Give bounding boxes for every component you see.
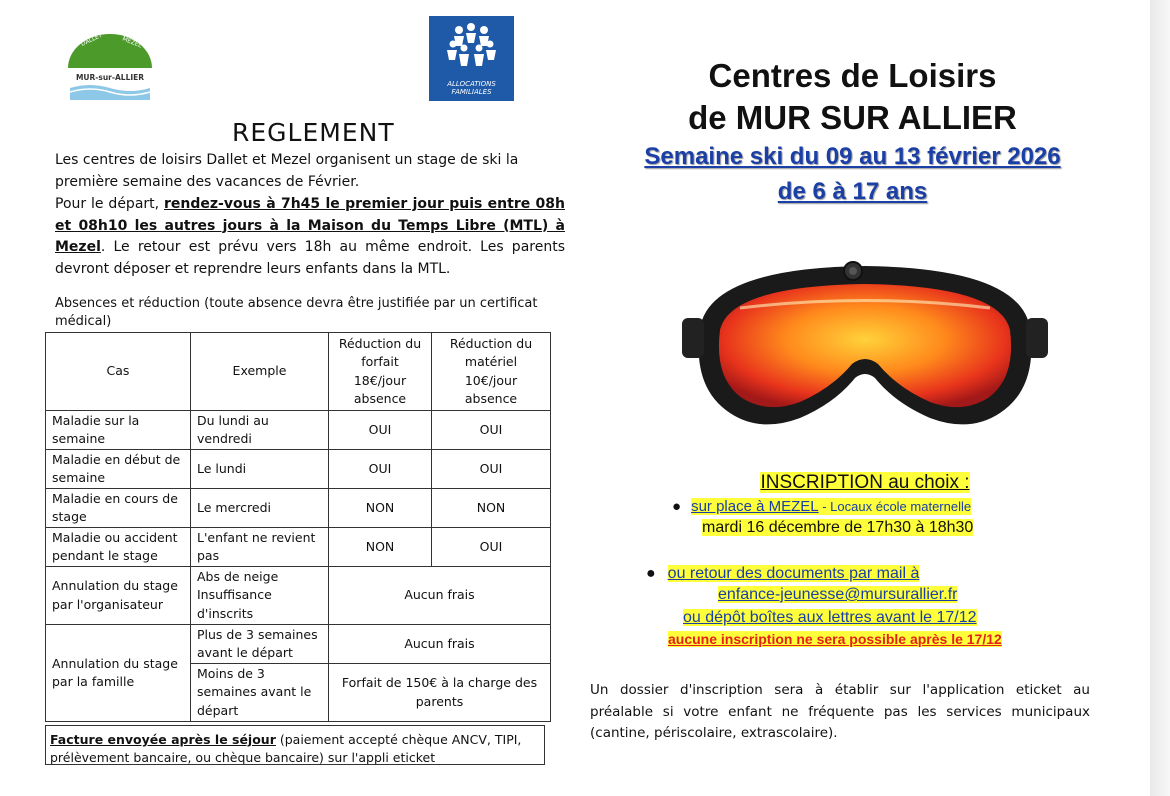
cell-frais: Forfait de 150€ à la charge des parents: [329, 664, 551, 722]
cell-exemple: Abs de neige Insuffisance d'inscrits: [191, 567, 329, 625]
cell-materiel: OUI: [432, 450, 551, 489]
age-range: de 6 à 17 ans: [777, 178, 928, 205]
cell-materiel: NON: [432, 489, 551, 528]
option-date: mardi 16 décembre de 17h30 à 18h30: [702, 519, 974, 536]
cell-forfait: OUI: [329, 411, 432, 450]
svg-text:DALLET: DALLET: [79, 31, 104, 48]
table-row: [46, 625, 551, 664]
reduction-table: [45, 332, 551, 722]
caf-text-line1: ALLOCATIONS: [447, 80, 496, 88]
bullet-icon: ●: [672, 498, 682, 515]
table-row: [46, 489, 551, 528]
table-row: [46, 567, 551, 625]
cell-forfait: NON: [329, 489, 432, 528]
caf-text-line2: FAMILIALES: [451, 88, 492, 96]
cell-cas: Annulation du stage par l'organisateur: [46, 567, 191, 625]
cell-cas: Maladie en début de semaine: [46, 450, 191, 489]
cell-exemple: Du lundi au vendredi: [191, 411, 329, 450]
cell-frais: Aucun frais: [329, 625, 551, 664]
header-exemple: Exemple: [191, 333, 329, 411]
reglement-title: REGLEMENT: [232, 118, 395, 147]
email-link[interactable]: enfance-jeunesse@mursurallier.fr: [718, 586, 958, 603]
table-row: [46, 528, 551, 567]
deadline-warning: aucune inscription ne sera possible après le 17/12: [668, 631, 1002, 647]
ski-goggles-image: [670, 238, 1060, 453]
week-dates: Semaine ski du 09 au 13 février 2026: [644, 143, 1061, 170]
cell-cas: Annulation du stage par la famille: [46, 625, 191, 722]
cell-exemple: Le mercredi: [191, 489, 329, 528]
svg-text:MEZEL: MEZEL: [121, 35, 143, 50]
table-row: [46, 411, 551, 450]
cell-cas: Maladie sur la semaine: [46, 411, 191, 450]
svg-text:MUR-sur-ALLIER: MUR-sur-ALLIER: [75, 73, 145, 82]
option-mail: ● ou retour des documents par mail à: [646, 565, 920, 582]
cell-frais: Aucun frais: [329, 567, 551, 625]
intro-text: Les centres de loisirs Dallet et Mezel organisent un stage de ski la première semaine des vacances de Février.: [55, 152, 519, 190]
title-line2: de MUR SUR ALLIER: [688, 99, 1017, 136]
cell-exemple: Moins de 3 semaines avant le départ: [191, 664, 329, 722]
absences-text: Absences et réduction (toute absence devra être justifiée par un certificat médical): [55, 296, 538, 329]
option-sur-place: ● sur place à MEZEL - Locaux école maternelle: [672, 498, 972, 515]
cell-cas: Maladie en cours de stage: [46, 489, 191, 528]
depot-text: ou dépôt boîtes aux lettres avant le 17/12: [683, 609, 977, 626]
depart-text: Pour le départ, rendez-vous à 7h45 le premier jour puis entre 08h et 08h10 les autres jours à la Maison du Temps Libre (MTL) à Mezel. Le retour est prévu vers 18h au même endroit. Les parents devront déposer et reprendre leurs enfants dans la MTL.: [55, 196, 565, 277]
title-line1: Centres de Loisirs: [708, 57, 997, 94]
inscription-title: INSCRIPTION au choix :: [760, 472, 970, 493]
bullet-icon: ●: [646, 565, 656, 582]
facture-note: Facture envoyée après le séjour (paiement accepté chèque ANCV, TIPI, prélèvement bancaire, ou chèque bancaire) sur l'appli eticket: [45, 725, 545, 765]
header-forfait: Réduction du forfait 18€/jour absence: [329, 333, 432, 411]
cell-cas: Maladie ou accident pendant le stage: [46, 528, 191, 567]
header-cas: Cas: [46, 333, 191, 411]
cell-materiel: OUI: [432, 528, 551, 567]
cell-materiel: OUI: [432, 411, 551, 450]
cell-exemple: Le lundi: [191, 450, 329, 489]
table-row: [46, 450, 551, 489]
cell-exemple: Plus de 3 semaines avant le départ: [191, 625, 329, 664]
dossier-text: Un dossier d'inscription sera à établir sur l'application eticket au préalable si votre enfant ne fréquente pas les services municipaux (cantine, périscolaire, extrascolaire).: [590, 682, 1090, 741]
header-materiel: Réduction du matériel 10€/jour absence: [432, 333, 551, 411]
cell-exemple: L'enfant ne revient pas: [191, 528, 329, 567]
cell-forfait: NON: [329, 528, 432, 567]
mur-sur-allier-logo: [60, 26, 160, 106]
page-edge: [1150, 0, 1170, 796]
caf-logo: [429, 16, 514, 101]
cell-forfait: OUI: [329, 450, 432, 489]
